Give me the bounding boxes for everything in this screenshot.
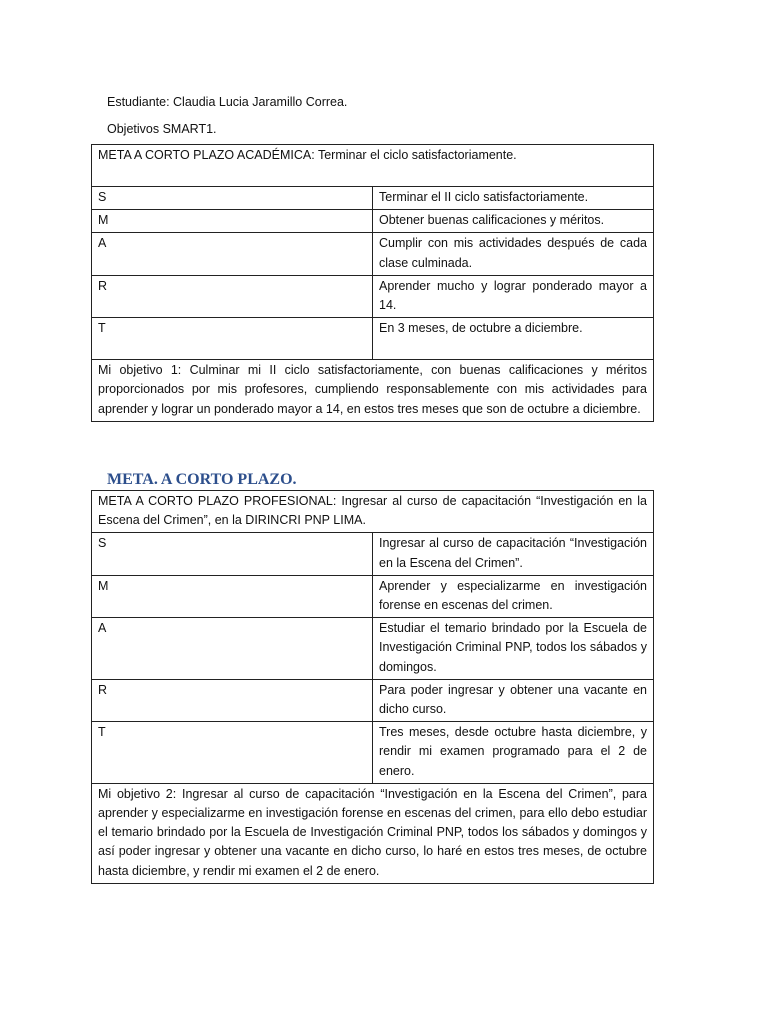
smart-value: Para poder ingresar y obtener una vacante en dicho curso. (373, 679, 654, 721)
table-header: META A CORTO PLAZO PROFESIONAL: Ingresar al curso de capacitación “Investigación en la Escena del Crimen”, en la DIRINCRI PNP LIMA. (92, 491, 654, 533)
smart-table-professional (91, 490, 654, 884)
smart-key: T (92, 318, 373, 360)
table-row (92, 722, 654, 784)
table-row (92, 618, 654, 680)
table-row (92, 275, 654, 317)
smart-value: Cumplir con mis actividades después de cada clase culminada. (373, 233, 654, 275)
objective-summary: Mi objetivo 1: Culminar mi II ciclo satisfactoriamente, con buenas calificaciones y méritos proporcionados por mis profesores, cumpliendo responsablemente con mis actividades para aprender y lograr un ponderado mayor a 14, en estos tres meses que son de octubre a diciembre. (92, 360, 654, 422)
table-row (92, 575, 654, 617)
smart-value: Tres meses, desde octubre hasta diciembre, y rendir mi examen programado para el 2 de enero. (373, 722, 654, 784)
section-heading: META. A CORTO PLAZO. (107, 471, 297, 488)
student-name: Estudiante: Claudia Lucia Jaramillo Correa. (107, 95, 348, 109)
smart-key: S (92, 533, 373, 575)
objective-summary: Mi objetivo 2: Ingresar al curso de capacitación “Investigación en la Escena del Crimen”, para aprender y especializarme en investigación forense en escenas del crimen, para ello debo estudiar el temario brindado por la Escuela de Investigación Criminal PNP, todos los sábados y domingos y así poder ingresar y obtener una vacante en dicho curso, lo haré en estos tres meses, de octubre hasta diciembre, y rendir mi examen el 2 de enero. (92, 783, 654, 883)
table-row (92, 187, 654, 210)
smart-value: Aprender mucho y lograr ponderado mayor a 14. (373, 275, 654, 317)
smart-table-academic (91, 144, 654, 422)
objectives-title: Objetivos SMART1. (107, 122, 217, 136)
table-row (92, 679, 654, 721)
smart-value: En 3 meses, de octubre a diciembre. (373, 318, 654, 360)
smart-key: M (92, 210, 373, 233)
smart-key: S (92, 187, 373, 210)
smart-key: M (92, 575, 373, 617)
table-header: META A CORTO PLAZO ACADÉMICA: Terminar el ciclo satisfactoriamente. (92, 145, 654, 187)
table-row (92, 533, 654, 575)
smart-key: A (92, 233, 373, 275)
table-row (92, 233, 654, 275)
smart-value: Estudiar el temario brindado por la Escuela de Investigación Criminal PNP, todos los sábados y domingos. (373, 618, 654, 680)
smart-value: Terminar el II ciclo satisfactoriamente. (373, 187, 654, 210)
smart-key: R (92, 679, 373, 721)
smart-value: Aprender y especializarme en investigación forense en escenas del crimen. (373, 575, 654, 617)
table-row (92, 210, 654, 233)
smart-value: Obtener buenas calificaciones y méritos. (373, 210, 654, 233)
smart-value: Ingresar al curso de capacitación “Investigación en la Escena del Crimen”. (373, 533, 654, 575)
smart-key: A (92, 618, 373, 680)
table-row (92, 318, 654, 360)
smart-key: T (92, 722, 373, 784)
smart-key: R (92, 275, 373, 317)
